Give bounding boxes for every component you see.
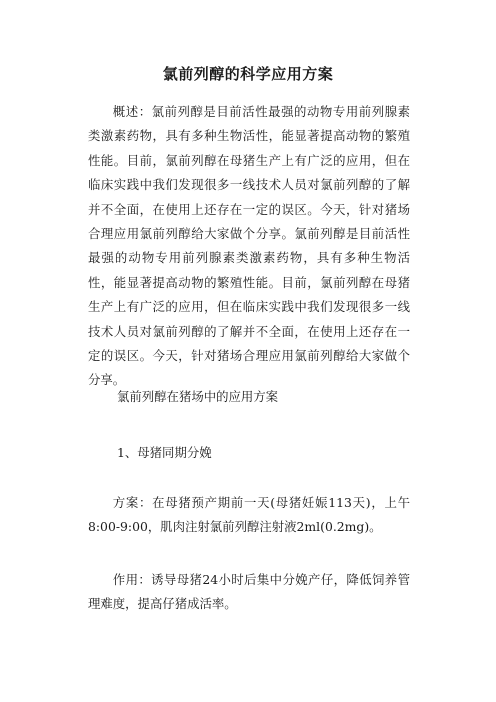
section-heading: 氯前列醇在猪场中的应用方案 (117, 389, 279, 404)
document-title: 氯前列醇的科学应用方案 (162, 65, 334, 83)
plan-paragraph: 方案：在母猪预产期前一天(母猪妊娠113天)，上午8:00-9:00，肌肉注射氯前列醇注射液2ml(0.2mg)。 (88, 495, 410, 535)
effect-paragraph: 作用：诱导母猪24小时后集中分娩产仔，降低饲养管理难度，提高仔猪成活率。 (88, 572, 410, 612)
step-1-title: 1、母猪同期分娩 (117, 445, 212, 460)
intro-paragraph: 概述：氯前列醇是目前活性最强的动物专用前列腺素类激素药物，具有多种生物活性，能显著提高动物的繁殖性能。目前，氯前列醇在母猪生产上有广泛的应用，但在临床实践中我们发现很多一线技术人员对氯前列醇的了解并不全面，在使用上还存在一定的误区。今天，针对猪场合理应用氯前列醇给大家做个分享。氯前列醇是目前活性最强的动物专用前列腺素类激素药物，具有多种生物活性，能显著提高动物的繁殖性能。目前，氯前列醇在母猪生产上有广泛的应用，但在临床实践中我们发现很多一线技术人员对氯前列醇的了解并不全面，在使用上还存在一定的误区。今天，针对猪场合理应用氯前列醇给大家做个分享。 (88, 104, 410, 388)
